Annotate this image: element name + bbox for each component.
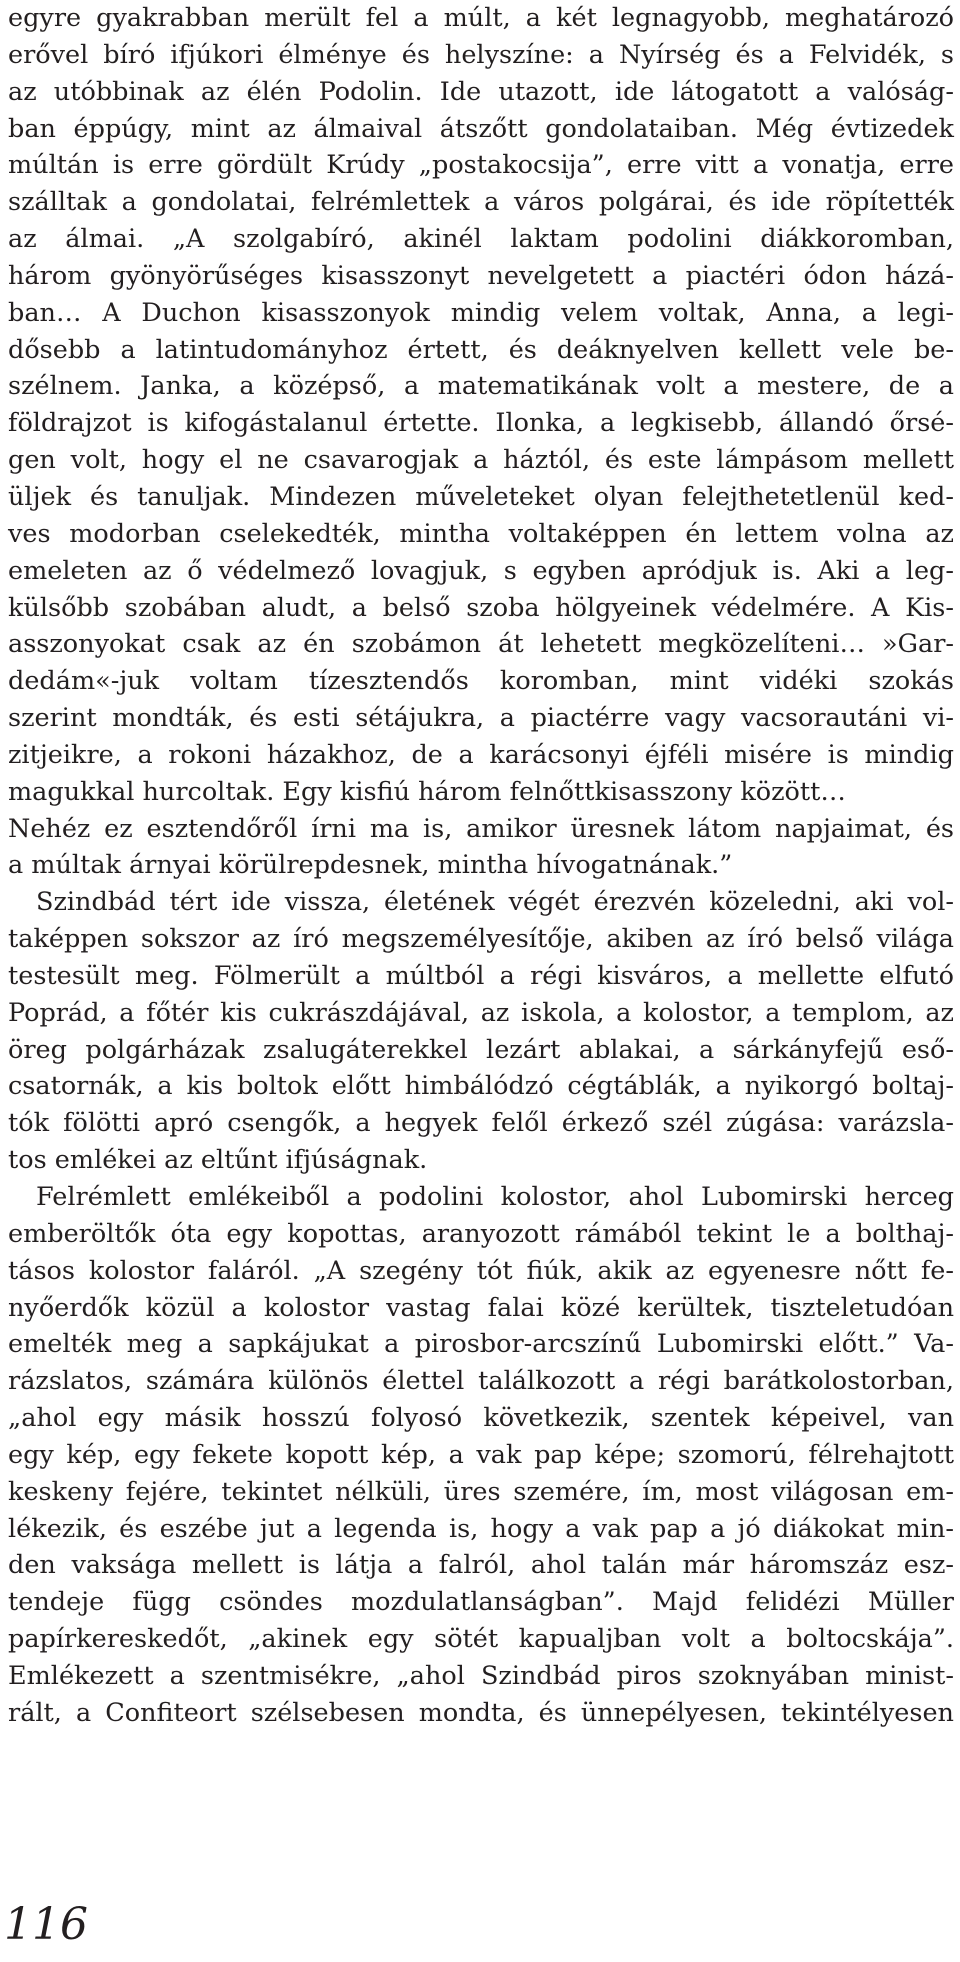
text-line: üljek és tanuljak. Mindezen műveleteket olyan felejthetetlenül ked- [8, 481, 954, 512]
text-line: magukkal hurcoltak. Egy kisfiú három felnőttkisasszony között… [8, 776, 846, 807]
text-line: tos emlékei az eltűnt ifjúságnak. [8, 1145, 428, 1176]
text-line: ban… A Duchon kisasszonyok mindig velem voltak, Anna, a legi- [8, 297, 954, 328]
text-line: „ahol egy másik hosszú folyosó következik, szentek képeivel, van [8, 1403, 954, 1434]
text-line: ban éppúgy, mint az álmaival átszőtt gondolataiban. Még évtizedek [8, 113, 954, 144]
text-line: az utóbbinak az élén Podolin. Ide utazott, ide látogatott a valóság- [8, 76, 954, 107]
text-line: az álmai. „A szolgabíró, akinél laktam podolini diákkoromban, [8, 224, 954, 255]
text-line: Poprád, a főtér kis cukrászdájával, az iskola, a kolostor, a templom, az [8, 997, 954, 1028]
text-line: rált, a Confiteort szélsebesen mondta, és ünnepélyesen, tekintélyesen [8, 1697, 954, 1728]
text-line: három gyönyörűséges kisasszonyt nevelgetett a piactéri ódon házá- [8, 260, 954, 291]
text-line: Emlékezett a szentmisékre, „ahol Szindbád piros szoknyában minist- [8, 1660, 954, 1691]
text-line: den vaksága mellett is látja a falról, ahol talán már háromszáz esz- [8, 1550, 954, 1581]
text-line: emeleten az ő védelmező lovagjuk, s egyben apródjuk is. Aki a leg- [8, 555, 954, 586]
text-line: tók fölötti apró csengők, a hegyek felől érkező szél zúgása: varázsla- [8, 1108, 954, 1139]
text-line: szálltak a gondolatai, felrémlettek a város polgárai, és ide röpítették [8, 187, 954, 218]
paragraph-2 [8, 884, 954, 1179]
text-line: nyőerdők közül a kolostor vastag falai közé kerültek, tiszteletudóan [8, 1292, 954, 1323]
text-line: erővel bíró ifjúkori élménye és helyszíne: a Nyírség és a Felvidék, s [8, 39, 954, 70]
text-line: tendeje függ csöndes mozdulatlanságban”. Majd felidézi Müller [8, 1587, 954, 1618]
paragraph-3 [8, 1179, 954, 1732]
text-line: emberöltők óta egy kopottas, aranyozott rámából tekint le a bolthaj- [8, 1218, 954, 1249]
text-line: papírkereskedőt, „akinek egy sötét kapualjban volt a boltocskája”. [8, 1624, 954, 1655]
paragraph-1 [8, 0, 954, 884]
text-line: gen volt, hogy el ne csavarogjak a háztól, és este lámpásom mellett [8, 445, 954, 476]
text-line: taképpen sokszor az író megszemélyesítője, akiben az író belső világa [8, 924, 954, 955]
text-line: emelték meg a sapkájukat a pirosbor-arcszínű Lubomirski előtt.” Va- [8, 1329, 954, 1360]
text-line: dősebb a latintudományhoz értett, és deáknyelven kellett vele be- [8, 334, 954, 365]
text-line: testesült meg. Fölmerült a múltból a régi kisváros, a mellette elfutó [8, 960, 954, 991]
text-line: egyre gyakrabban merült fel a múlt, a két legnagyobb, meghatározó [8, 3, 954, 33]
page-body [8, 0, 954, 1732]
text-line: szélnem. Janka, a középső, a matematikának volt a mestere, de a [8, 371, 954, 402]
text-line: tásos kolostor faláról. „A szegény tót fiúk, akik az egyenesre nőtt fe- [8, 1255, 954, 1286]
text-line: zitjeikre, a rokoni házakhoz, de a karácsonyi éjféli misére is mindig [8, 739, 954, 770]
text-line: Felrémlett emlékeiből a podolini kolostor, ahol Lubomirski herceg [36, 1182, 954, 1212]
page-number: 116 [4, 1899, 88, 1950]
text-line: múltán is erre gördült Krúdy „postakocsija”, erre vitt a vonatja, erre [8, 150, 954, 181]
text-line: asszonyokat csak az én szobámon át lehetett megközelíteni… »Gar- [8, 629, 954, 660]
text-line: keskeny fejére, tekintet nélküli, üres szemére, ím, most világosan em- [8, 1476, 954, 1507]
text-line: lékezik, és eszébe jut a legenda is, hogy a vak pap a jó diákokat min- [8, 1513, 954, 1544]
text-line: a múltak árnyai körülrepdesnek, mintha hívogatnának.” [8, 850, 733, 881]
text-line: Nehéz ez esztendőről írni ma is, amikor üresnek látom napjaimat, és [8, 813, 954, 844]
text-line: földrajzot is kifogástalanul értette. Ilonka, a legkisebb, állandó őrsé- [8, 408, 954, 439]
text-line: dedám«-juk voltam tízesztendős koromban, mint vidéki szokás [8, 666, 954, 697]
text-line: ves modorban cselekedték, mintha voltaképpen én lettem volna az [8, 518, 954, 549]
text-line: egy kép, egy fekete kopott kép, a vak pap képe; szomorú, félrehajtott [8, 1439, 954, 1470]
text-line: rázslatos, számára különös élettel találkozott a régi barátkolostorban, [8, 1366, 954, 1397]
text-line: csatornák, a kis boltok előtt himbálódzó cégtáblák, a nyikorgó boltaj- [8, 1071, 954, 1102]
text-line: öreg polgárházak zsalugáterekkel lezárt ablakai, a sárkányfejű eső- [8, 1034, 954, 1065]
text-line: külsőbb szobában aludt, a belső szoba hölgyeinek védelmére. A Kis- [8, 592, 954, 623]
text-line: szerint mondták, és esti sétájukra, a piactérre vagy vacsorautáni vi- [8, 703, 954, 734]
text-line: Szindbád tért ide vissza, életének végét érezvén közeledni, aki vol- [36, 887, 954, 918]
